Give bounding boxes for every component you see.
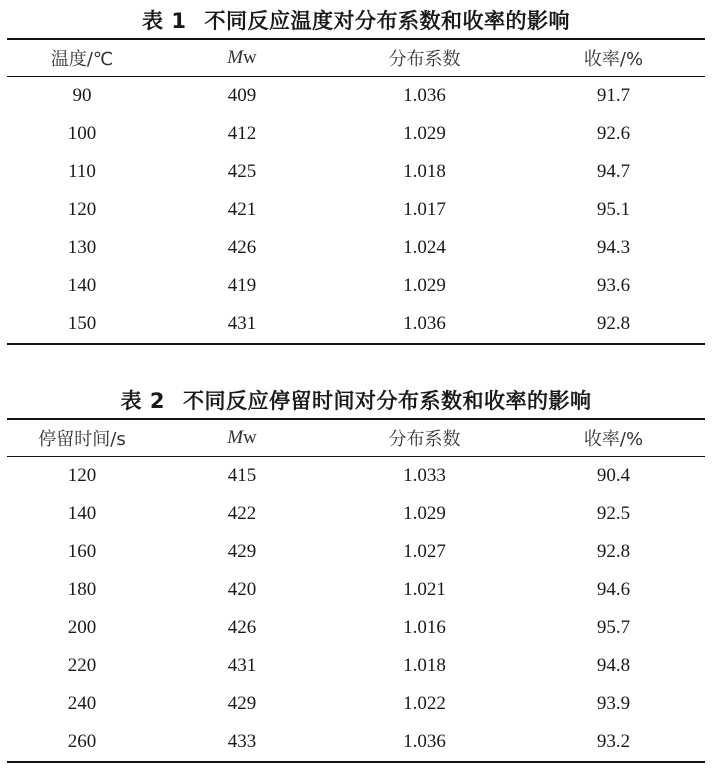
table-2-header-row xyxy=(7,420,705,456)
table-1-bottom-rule xyxy=(7,343,705,345)
yield-cell: 91.7 xyxy=(596,85,631,106)
condition-cell: 130 xyxy=(67,237,97,258)
condition-cell: 140 xyxy=(67,275,97,296)
condition-cell: 120 xyxy=(67,465,97,486)
condition-cell: 100 xyxy=(67,123,97,144)
table-row xyxy=(7,571,705,609)
table-row xyxy=(7,723,705,761)
condition-cell: 140 xyxy=(67,503,97,524)
table-2-caption-text: 不同反应停留时间对分布系数和收率的影响 xyxy=(182,389,592,413)
condition-cell: 160 xyxy=(67,541,97,562)
yield-cell: 93.6 xyxy=(596,275,631,296)
table-row xyxy=(7,191,705,229)
mw-cell: 429 xyxy=(227,693,257,714)
table-row xyxy=(7,153,705,191)
distribution-cell: 1.018 xyxy=(403,655,446,676)
yield-cell: 90.4 xyxy=(596,465,631,486)
table-row xyxy=(7,115,705,153)
table-1-header-row xyxy=(7,40,705,76)
condition-cell: 260 xyxy=(67,731,97,752)
distribution-cell: 1.036 xyxy=(403,85,446,106)
distribution-cell: 1.033 xyxy=(403,465,446,486)
table-row xyxy=(7,647,705,685)
distribution-cell: 1.024 xyxy=(403,237,446,258)
table-1-header-mw xyxy=(157,47,327,69)
mw-cell: 426 xyxy=(227,237,257,258)
distribution-cell: 1.018 xyxy=(403,161,446,182)
distribution-cell: 1.029 xyxy=(403,123,446,144)
yield-cell: 93.2 xyxy=(596,731,631,752)
table-row xyxy=(7,533,705,571)
mw-cell: 420 xyxy=(227,579,257,600)
yield-cell: 92.8 xyxy=(596,313,631,334)
distribution-cell: 1.029 xyxy=(403,275,446,296)
distribution-cell: 1.017 xyxy=(403,199,446,220)
table-1-caption xyxy=(7,4,705,38)
table-row xyxy=(7,457,705,495)
condition-cell: 180 xyxy=(67,579,97,600)
condition-cell: 200 xyxy=(67,617,97,638)
mw-cell: 415 xyxy=(227,465,257,486)
table-row xyxy=(7,305,705,343)
condition-cell: 90 xyxy=(72,85,92,106)
yield-cell: 94.3 xyxy=(596,237,631,258)
mw-italic-m: M xyxy=(227,427,244,448)
table-1-header-yield: 收率/% xyxy=(583,49,644,70)
distribution-cell: 1.016 xyxy=(403,617,446,638)
table-2-header-distribution: 分布系数 xyxy=(388,429,461,450)
yield-cell: 94.6 xyxy=(596,579,631,600)
yield-cell: 95.7 xyxy=(596,617,631,638)
yield-cell: 92.8 xyxy=(596,541,631,562)
mw-cell: 421 xyxy=(227,199,257,220)
yield-cell: 93.9 xyxy=(596,693,631,714)
table-1-body xyxy=(7,77,705,343)
table-1-header-distribution: 分布系数 xyxy=(388,49,461,70)
table-2 xyxy=(7,384,705,763)
mw-cell: 409 xyxy=(227,85,257,106)
mw-subscript-w: w xyxy=(243,47,257,68)
table-2-caption xyxy=(7,384,705,418)
table-row xyxy=(7,267,705,305)
distribution-cell: 1.027 xyxy=(403,541,446,562)
mw-subscript-w: w xyxy=(243,427,257,448)
yield-cell: 94.7 xyxy=(596,161,631,182)
condition-cell: 150 xyxy=(67,313,97,334)
mw-cell: 429 xyxy=(227,541,257,562)
mw-cell: 433 xyxy=(227,731,257,752)
table-2-header-yield: 收率/% xyxy=(583,429,644,450)
yield-cell: 92.6 xyxy=(596,123,631,144)
mw-cell: 412 xyxy=(227,123,257,144)
table-2-body xyxy=(7,457,705,761)
table-1-header-temperature: 温度/℃ xyxy=(50,49,114,70)
condition-cell: 220 xyxy=(67,655,97,676)
table-1 xyxy=(7,4,705,345)
distribution-cell: 1.036 xyxy=(403,313,446,334)
distribution-cell: 1.029 xyxy=(403,503,446,524)
mw-italic-m: M xyxy=(227,47,244,68)
condition-cell: 110 xyxy=(68,161,96,182)
table-row xyxy=(7,685,705,723)
distribution-cell: 1.022 xyxy=(403,693,446,714)
mw-cell: 419 xyxy=(227,275,257,296)
table-2-caption-number: 表 2 xyxy=(120,389,165,413)
mw-cell: 425 xyxy=(227,161,257,182)
table-row xyxy=(7,609,705,647)
distribution-cell: 1.036 xyxy=(403,731,446,752)
yield-cell: 95.1 xyxy=(596,199,631,220)
mw-cell: 422 xyxy=(227,503,257,524)
mw-cell: 431 xyxy=(227,313,257,334)
table-2-header-mw xyxy=(157,427,327,449)
table-2-header-residence-time: 停留时间/s xyxy=(38,429,126,450)
condition-cell: 240 xyxy=(67,693,97,714)
table-row xyxy=(7,77,705,115)
table-2-bottom-rule xyxy=(7,761,705,763)
mw-cell: 426 xyxy=(227,617,257,638)
yield-cell: 94.8 xyxy=(596,655,631,676)
table-row xyxy=(7,495,705,533)
mw-cell: 431 xyxy=(227,655,257,676)
yield-cell: 92.5 xyxy=(596,503,631,524)
table-1-caption-text: 不同反应温度对分布系数和收率的影响 xyxy=(204,9,570,33)
distribution-cell: 1.021 xyxy=(403,579,446,600)
table-row xyxy=(7,229,705,267)
condition-cell: 120 xyxy=(67,199,97,220)
table-1-caption-number: 表 1 xyxy=(142,9,187,33)
